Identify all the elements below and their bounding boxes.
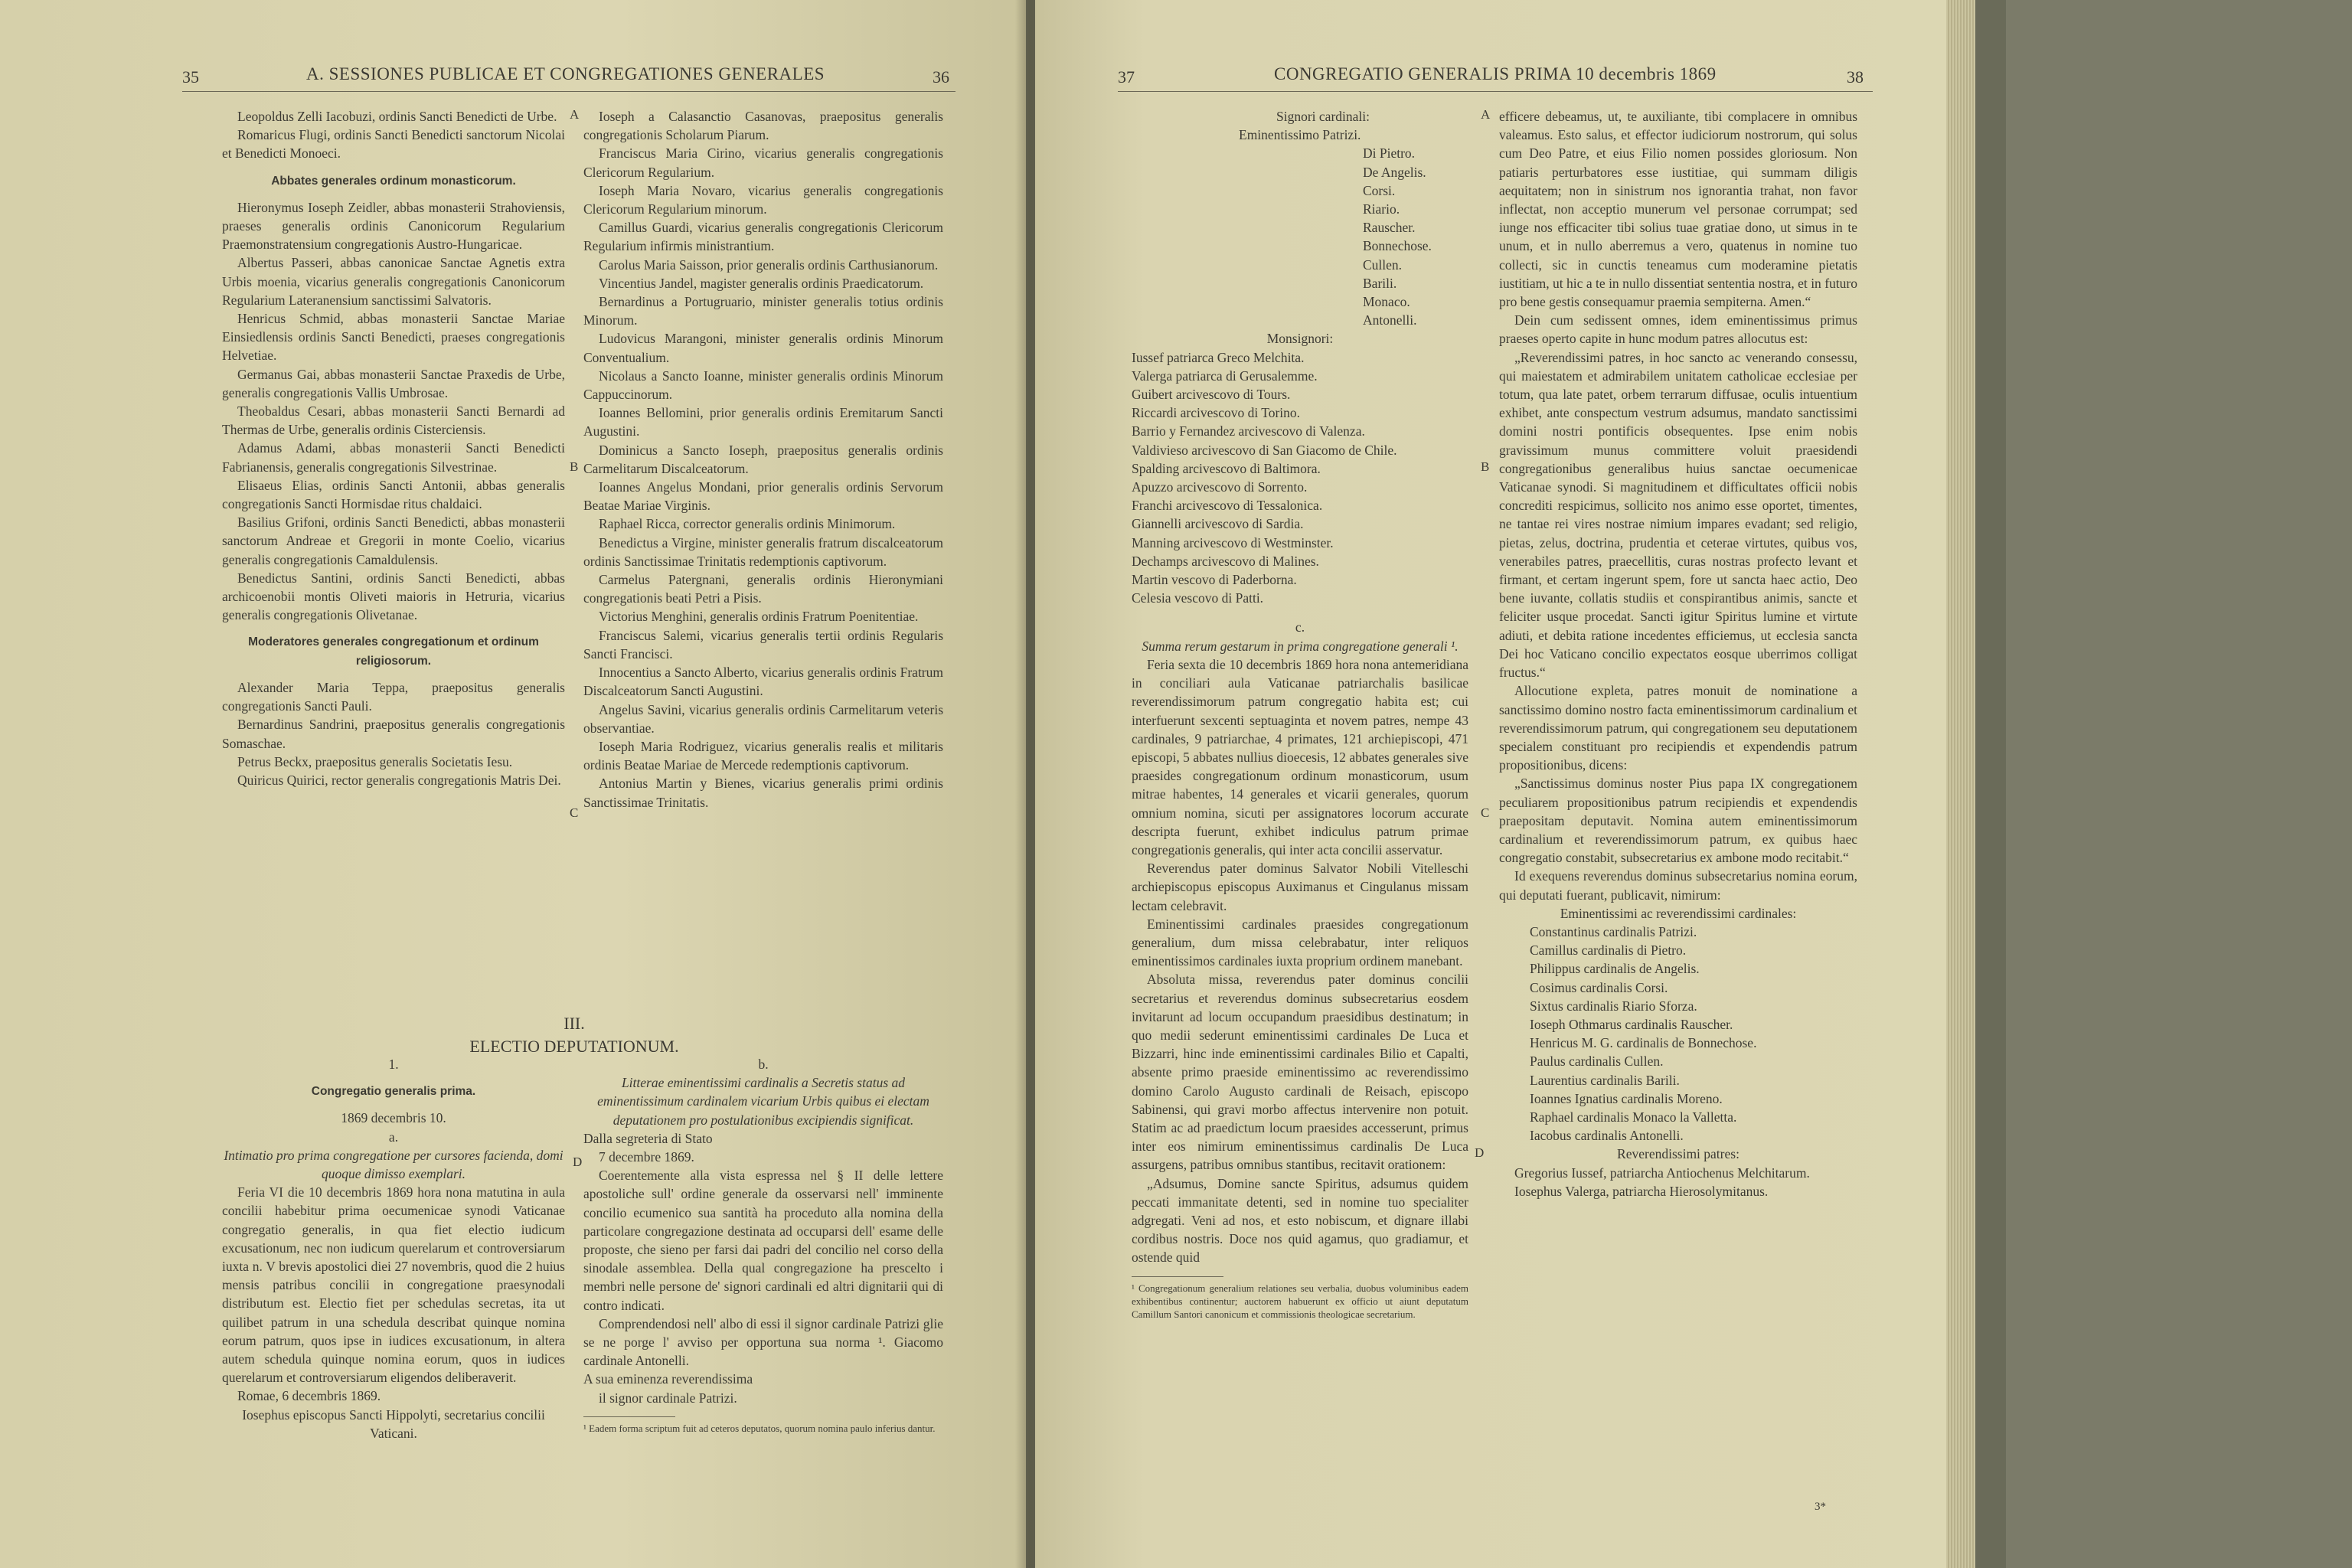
paragraph: Comprendendosi nell' albo di essi il signor cardinale Patrizi glie se ne porge l' avviso per opportuna sua norma ¹. Giacomo cardinale Antonelli. — [583, 1315, 943, 1369]
paragraph: Ioannes Bellomini, prior generalis ordinis Eremitarum Sancti Augustini. — [583, 405, 943, 439]
paragraph: Antonius Martin y Bienes, vicarius generalis primi ordinis Sanctissimae Trinitatis. — [583, 776, 943, 810]
cardinal-name: Di Pietro. — [1363, 145, 1416, 162]
cardinal-name: Cullen. — [1363, 256, 1403, 273]
paragraph: Adamus Adami, abbas monasterii Sancti Benedicti Fabrianensis, generalis congregationis Silvestrinae. — [222, 440, 565, 475]
paragraph: Absoluta missa, reverendus pater dominus concilii secretarius et reverendus dominus subsecretarius eosdem invitarunt ad locum occupandum praesidibus destinatum; in quo medii sederunt eminentissimi cardinales De Luca et Bizzarri, hinc inde eminentissimi cardinales Bilio et Capalti, absente primo praeside eminentissimo ac reverendissimo domino Carolo Augusto cardinali de Reisach, episcopo Sabinensi, qui gravi morbo affectus intervenire non potuit. Statim ac ad praedictum locum praesides accesserunt, primus inter eos nimirum eminentissimus cardinalis De Luca assurgens, patribus omnibus stantibus, recitavit orationem: — [1132, 972, 1468, 1173]
header-rule — [182, 91, 956, 92]
paragraph: Reverendissimi patres: — [1617, 1146, 1740, 1162]
paragraph: „Reverendissimi patres, in hoc sancto ac venerando consessu, qui maiestatem et admirabilem unitatem catholicae ecclesiae per totum, qua late patet, orbem terrarum diffusae, oculis intuentium exhibet, ante conspectum vestrum adsumus, mandato sanctissimi domini nostri pontificis obsequentes. Ipse enim nobis gravissimum munus committere voluit praesidendi congregationibus generalibus huius sanctae oecumenicae Vaticanae synodi. Si magnitudinem et difficultates officii nobis concrediti respicimus, sollicito nos animo esse oportet, timentes, ne tantae rei vires nostrae nimium impares evadant; sed religio, pietas, zelus, doctrina, prudentia et ceterae virtutes, quibus vos, venerabiles patres, praecellitis, curas nostras profecto levant et firmant, et certam ingerunt spem, fore ut sancta haec actio, Deo bene iuvante, collatis studiis et conspirantibus animis, sancte et feliciter usque procedat. Sancti igitur Spiritus lumine et virtute adiuti, et debita ratione incedentes efficiemus, ut ecclesia sancta Dei hoc Vaticano concilio expectatos eosque uberrimos colligat fructus.“ — [1499, 349, 1857, 681]
cardinal-name: De Angelis. — [1363, 164, 1426, 180]
cardinals-list — [1132, 144, 1468, 329]
paragraph: „Sanctissimus dominus noster Pius papa IX congregationem peculiarem propositionibus patrum recipiendis et expendendis praepositam deputavit. Nomina autem eminentissimorum cardinalium et reverendissimorum patrum, ex quibus haec congregatio constabit, subsecretarius ex ambone modo recitabit.“ — [1499, 776, 1857, 866]
monsignore-name: Giannelli arcivescovo di Sardia. — [1132, 516, 1304, 532]
paragraph: A sua eminenza reverendissima — [583, 1371, 753, 1387]
right-page-column-1 — [1132, 107, 1468, 1321]
paragraph: Iosephus Valerga, patriarcha Hierosolymitanus. — [1514, 1183, 1769, 1199]
footnote: ¹ Eadem forma scriptum fuit ad ceteros deputatos, quorum nomina paulo inferius dantur. — [583, 1422, 936, 1434]
page-number-36: 36 — [933, 67, 949, 87]
paragraph: Hieronymus Ioseph Zeidler, abbas monasterii Strahoviensis, praeses generalis ordinis Canonicorum Regularium Praemonstratensium congregationis Austro-Hungaricae. — [222, 199, 565, 253]
paragraph: Raphael Ricca, corrector generalis ordinis Minimorum. — [599, 516, 896, 532]
cardinal-name: Bonnechose. — [1363, 238, 1432, 254]
margin-marker-a: A — [570, 107, 580, 122]
running-header-left: A. SESSIONES PUBLICAE ET CONGREGATIONES GENERALES — [306, 64, 825, 83]
paragraph: Eminentissimi ac reverendissimi cardinales: — [1560, 905, 1797, 921]
book-cover — [1975, 0, 2352, 1568]
paragraph: 1869 decembris 10. — [341, 1110, 446, 1126]
section-subheading: Congregatio generalis prima. — [311, 1085, 476, 1099]
footnote-rule — [1132, 1276, 1223, 1277]
cardinal-first: Eminentissimo Patrizi. — [1239, 127, 1361, 143]
paragraph: Benedictus Santini, ordinis Sancti Benedicti, abbas archicoenobii montis Oliveti maioris in Hetruria, vicarius generalis congregationis Olivetanae. — [222, 570, 565, 623]
paragraph: Dein cum sedissent omnes, idem eminentissimus primus praeses operto capite in hunc modum patres allocutus est: — [1499, 312, 1857, 347]
margin-marker-a: A — [1481, 107, 1491, 122]
running-header-right: CONGREGATIO GENERALIS PRIMA 10 decembris 1869 — [1274, 64, 1717, 83]
paragraph: Ioannes Ignatius cardinalis Moreno. — [1530, 1090, 1723, 1106]
section-subheading: Abbates generales ordinum monasticorum. — [271, 174, 516, 188]
paragraph: Petrus Beckx, praepositus generalis Societatis Iesu. — [237, 753, 513, 769]
paragraph: Romae, 6 decembris 1869. — [237, 1388, 381, 1404]
paragraph: c. — [1295, 619, 1305, 635]
paragraph: Angelus Savini, vicarius generalis ordinis Carmelitarum veteris observantiae. — [583, 701, 943, 736]
paragraph: Paulus cardinalis Cullen. — [1530, 1054, 1664, 1070]
paragraph: Laurentius cardinalis Barili. — [1530, 1072, 1680, 1088]
paragraph: Henricus M. G. cardinalis de Bonnechose. — [1530, 1035, 1757, 1051]
monsignore-name: Franchi arcivescovo di Tessalonica. — [1132, 498, 1323, 514]
margin-marker-b: B — [570, 459, 579, 474]
paragraph: Franciscus Maria Cirino, vicarius generalis congregationis Clericorum Regularium. — [583, 145, 943, 180]
cardinals-label: Signori cardinali: — [1276, 109, 1370, 124]
paragraph: 1. — [388, 1057, 399, 1072]
paragraph: Ioseph a Calasanctio Casanovas, praepositus generalis congregationis Scholarum Piarum. — [583, 109, 943, 143]
monsignore-name: Dechamps arcivescovo di Malines. — [1132, 553, 1319, 569]
paragraph: Coerentemente alla vista espressa nel § II delle lettere apostoliche sull' ordine generale da osservarsi nell' imminente concilio ecumenico sua santità ha proceduto alla nomina della particolare congregazione destinata ad occuparsi dell' esame delle proposte, che sieno per farsi dai padri del concilio nel corso della sinodale assemblea. Della qual congregazione ha prescelto i membri nelle persone de' signori cardinali ed altri dignitarii qui di contro indicati. — [583, 1168, 943, 1313]
monsignori-list — [1132, 348, 1468, 608]
paragraph: Ioseph Othmarus cardinalis Rauscher. — [1530, 1016, 1733, 1032]
paragraph: Ioannes Angelus Mondani, prior generalis ordinis Servorum Beatae Mariae Virginis. — [583, 479, 943, 514]
paragraph: Basilius Grifoni, ordinis Sancti Benedicti, abbas monasterii sanctorum Andreae et Gregorii in monte Coelio, vicarius generalis congregationis Camaldulensis. — [222, 514, 565, 567]
monsignore-name: Barrio y Fernandez arcivescovo di Valenza. — [1132, 423, 1365, 439]
paragraph: Franciscus Salemi, vicarius generalis tertii ordinis Regularis Sancti Francisci. — [583, 627, 943, 662]
monsignore-name: Iussef patriarca Greco Melchita. — [1132, 349, 1305, 365]
page-number-37: 37 — [1118, 67, 1135, 87]
cardinal-name: Rauscher. — [1363, 220, 1416, 236]
paragraph: Camillus cardinalis di Pietro. — [1530, 942, 1687, 959]
paragraph: Carolus Maria Saisson, prior generalis ordinis Carthusianorum. — [599, 256, 939, 273]
monsignore-name: Riccardi arcivescovo di Torino. — [1132, 405, 1301, 421]
paragraph: Elisaeus Elias, ordinis Sancti Antonii, abbas generalis congregationis Sancti Hormisdae ritus chaldaici. — [222, 477, 565, 512]
paragraph: Benedictus a Virgine, minister generalis fratrum discalceatorum ordinis Sanctissimae Trinitatis redemptionis captivorum. — [583, 534, 943, 569]
paragraph: Raphael cardinalis Monaco la Valletta. — [1530, 1109, 1737, 1125]
section-number: III. — [564, 1014, 585, 1033]
left-page-column-1 — [222, 107, 565, 789]
paragraph: Carmelus Patergnani, generalis ordinis Hieronymiani congregationis beati Petri a Pisis. — [583, 572, 943, 606]
margin-marker-d: D — [1475, 1145, 1485, 1160]
paragraph: Philippus cardinalis de Angelis. — [1530, 961, 1700, 977]
paragraph: Victorius Menghini, generalis ordinis Fratrum Poenitentiae. — [599, 609, 919, 625]
left-page-column-3 — [222, 1055, 565, 1442]
paragraph: Id exequens reverendus dominus subsecretarius nomina eorum, qui deputati fuerant, publicavit, nimirum: — [1499, 868, 1857, 903]
paragraph: Dalla segreteria di Stato — [583, 1130, 713, 1146]
signature-mark: 3* — [1815, 1501, 1826, 1513]
left-page-column-4 — [583, 1055, 943, 1435]
paragraph: Leopoldus Zelli Iacobuzi, ordinis Sancti Benedicti de Urbe. — [237, 109, 557, 124]
margin-marker-c: C — [570, 805, 579, 820]
margin-marker-b: B — [1481, 459, 1490, 474]
paragraph: Innocentius a Sancto Alberto, vicarius generalis ordinis Fratrum Discalceatorum Sancti Augustini. — [583, 665, 943, 699]
margin-marker-c: C — [1481, 805, 1490, 820]
cardinal-name: Riario. — [1363, 201, 1400, 217]
monsignore-name: Spalding arcivescovo di Baltimora. — [1132, 460, 1321, 476]
paragraph: Bernardinus a Portugruario, minister generalis totius ordinis Minorum. — [583, 294, 943, 328]
paragraph: Dominicus a Sancto Ioseph, praepositus generalis ordinis Carmelitarum Discalceatorum. — [583, 442, 943, 476]
monsignore-name: Valdivieso arcivescovo di San Giacomo de Chile. — [1132, 442, 1397, 458]
paragraph: Nicolaus a Sancto Ioanne, minister generalis ordinis Minorum Cappuccinorum. — [583, 368, 943, 403]
paragraph: Ioseph Maria Rodriguez, vicarius generalis realis et militaris ordinis Beatae Mariae de Mercede redemptionis captivorum. — [583, 738, 943, 773]
paragraph: Reverendus pater dominus Salvator Nobili Vitelleschi archiepiscopus episcopus Auximanus et Cingulanus missam lectam celebravit. — [1132, 861, 1468, 913]
right-page — [1035, 0, 1946, 1568]
cardinal-name: Monaco. — [1363, 294, 1410, 310]
footnote-rule — [583, 1416, 675, 1417]
left-page — [0, 0, 1026, 1568]
paragraph: Germanus Gai, abbas monasterii Sanctae Praxedis de Urbe, generalis congregationis Vallis Umbrosae. — [222, 366, 565, 400]
paragraph: efficere debeamus, ut, te auxiliante, tibi complacere in omnibus valeamus. Esto salus, et effector iudiciorum nostrorum, qui solus cum Deo Patre, et eius Filio nomen possides gloriosum. Non patiaris perturbatores esse iustitiae, qui summam diligis aequitatem; non in sinistrum nos ignorantia trahat, non favor inflectat, non acceptio munerum vel personae corrumpat; sed iunge nos efficaciter tibi solius tuae gratiae dono, ut simus in te unum, et in nullo aberremus a vero, quatenus in nomine tuo collecti, sic in cunctis teneamus cum moderamine pietatis iustitiam, ut hic a te in nullo dissentiat sententia nostra, et in futuro pro bene gestis consequamur praemia sempiterna. Amen.“ — [1499, 109, 1857, 310]
footnote: ¹ Congregationum generalium relationes seu verbalia, duobus voluminibus eadem exhibentibus continentur; auctorem habuerunt ex officio ut aiunt deputatum Camillum Santori canonicum et commissionis theologicae secretarium. — [1132, 1282, 1468, 1320]
section-heading — [329, 1012, 819, 1058]
paragraph: Sixtus cardinalis Riario Sforza. — [1530, 998, 1697, 1014]
cardinal-name: Barili. — [1363, 275, 1397, 291]
paragraph: Henricus Schmid, abbas monasterii Sanctae Mariae Einsiedlensis ordinis Sancti Benedicti, praeses congregationis Helvetiae. — [222, 311, 565, 364]
paragraph: Feria VI die 10 decembris 1869 hora nona matutina in aula concilii habebitur prima oecumenicae synodi Vaticanae congregatio generalis, in qua fiet electio iudicum excusationum, nec non iudicum querelarum et controversiarum iuxta n. V brevis apostolici diei 27 novembris, quod die 2 huius mensis patribus concilii in congregatione praesynodali distributum est. Electio fiet per schedulas secretas, ita ut quilibet patrum in una schedula describat quinque nomina eorum patrum, quos ipse in iudices excusationum, in altera autem schedula quinque nomina eorum, quos in iudices querelarum et controversiarum eligendos deliberaverit. — [222, 1184, 565, 1386]
paragraph: Feria sexta die 10 decembris 1869 hora nona antemeridiana in conciliari aula Vaticanae patriarchalis basilicae reverendissimorum patrum congregatio habita est; cui interfuerunt sexcenti septuaginta et novem patres, nempe 43 cardinales, 9 patriarchae, 4 primates, 121 archiepiscopi, 471 episcopi, 5 abbates nullius dioecesis, 12 abbates generales sive praesides congregationum ordinum monasticorum, usum mitrae habentes, 14 generales et vicarii generales, quorum omnium nomina, sicuti per assignatores locorum accurate descripta fuerunt, exhibet indiculus patrum primae congregationis generalis, qui inter acta concilii asservatur. — [1132, 656, 1468, 858]
monsignori-label: Monsignori: — [1266, 331, 1334, 347]
paragraph: Allocutione expleta, patres monuit de nominatione a sanctissimo domino nostro facta eminentissimorum cardinalium et reverendissimorum patrum, qui congregationem seu deputationem specialem constituant pro recipiendis et expendendis patrum propositionibus, dicens: — [1499, 683, 1857, 773]
monsignore-name: Martin vescovo di Paderborna. — [1132, 572, 1297, 588]
monsignore-name: Celesia vescovo di Patti. — [1132, 590, 1264, 606]
left-page-column-2 — [583, 107, 943, 812]
cardinal-name: Corsi. — [1363, 182, 1396, 198]
right-page-column-2 — [1499, 107, 1857, 1200]
summa-rerum-text — [1132, 618, 1468, 1266]
cardinal-name: Antonelli. — [1363, 312, 1417, 328]
paragraph: Iacobus cardinalis Antonelli. — [1530, 1128, 1684, 1144]
paragraph: Summa rerum gestarum in prima congregatione generali ¹. — [1142, 638, 1459, 654]
paragraph: b. — [758, 1057, 769, 1072]
paragraph: Alexander Maria Teppa, praepositus generalis congregationis Sancti Pauli. — [222, 679, 565, 714]
margin-marker-d: D — [573, 1155, 583, 1169]
monsignore-name: Guibert arcivescovo di Tours. — [1132, 387, 1291, 403]
paragraph: Albertus Passeri, abbas canonicae Sanctae Agnetis extra Urbis moenia, vicarius generalis congregationis Canonicorum Regularium Lateranensium sanctissimi Salvatoris. — [222, 255, 565, 308]
paragraph: Bernardinus Sandrini, praepositus generalis congregationis Somaschae. — [222, 717, 565, 751]
paragraph: 7 decembre 1869. — [599, 1149, 694, 1165]
paragraph: Iosephus episcopus Sancti Hippolyti, secretarius concilii Vaticani. — [242, 1406, 545, 1441]
monsignore-name: Manning arcivescovo di Westminster. — [1132, 534, 1334, 550]
section-title: ELECTIO DEPUTATIONUM. — [469, 1037, 679, 1056]
paragraph: Cosimus cardinalis Corsi. — [1530, 979, 1668, 995]
paragraph: Camillus Guardi, vicarius generalis congregationis Clericorum Regularium infirmis ministrantium. — [583, 220, 943, 254]
monsignore-name: Valerga patriarca di Gerusalemme. — [1132, 368, 1318, 384]
paragraph: Intimatio pro prima congregatione per cursores facienda, domi quoque dimisso exemplari. — [224, 1147, 564, 1182]
paragraph: Ludovicus Marangoni, minister generalis ordinis Minorum Conventualium. — [583, 331, 943, 365]
paragraph: Eminentissimi cardinales praesides congregationum generalium, dum missa celebrabatur, inter reliquos eminentissimos cardinales iuxta proprium ordinem manebant. — [1132, 916, 1468, 969]
page-edges — [1946, 0, 1975, 1568]
page-number-38: 38 — [1847, 67, 1864, 87]
cover-shadow — [1975, 0, 2006, 1568]
paragraph: Gregorius Iussef, patriarcha Antiochenus Melchitarum. — [1514, 1165, 1810, 1181]
monsignore-name: Apuzzo arcivescovo di Sorrento. — [1132, 479, 1308, 495]
paragraph: Vincentius Jandel, magister generalis ordinis Praedicatorum. — [599, 275, 924, 291]
paragraph: Quiricus Quirici, rector generalis congregationis Matris Dei. — [237, 772, 561, 788]
paragraph: a. — [388, 1129, 399, 1145]
paragraph: Romaricus Flugi, ordinis Sancti Benedicti sanctorum Nicolai et Benedicti Monoeci. — [222, 127, 565, 162]
paragraph: „Adsumus, Domine sancte Spiritus, adsumus quidem peccati immanitate detenti, sed in nomine tuo specialiter adgregati. Veni ad nos, et esto nobiscum, et dignare illabi cordibus nostris. Doce nos quid agamus, quo gradiamur, et ostende quid — [1132, 1175, 1468, 1266]
paragraph: il signor cardinale Patrizi. — [599, 1390, 737, 1406]
paragraph: Theobaldus Cesari, abbas monasterii Sancti Bernardi ad Thermas de Urbe, generalis ordinis Cisterciensis. — [222, 403, 565, 438]
header-rule — [1118, 91, 1873, 92]
paragraph: Litterae eminentissimi cardinalis a Secretis status ad eminentissimum cardinalem vicarium Urbis quibus ei electam deputationem pro postulationibus excipiendis significat. — [597, 1075, 929, 1128]
section-subheading: Moderatores generales congregationum et ordinum religiosorum. — [248, 635, 539, 668]
paragraph: Ioseph Maria Novaro, vicarius generalis congregationis Clericorum Regularium minorum. — [583, 182, 943, 217]
page-number-35: 35 — [182, 67, 199, 87]
paragraph: Constantinus cardinalis Patrizi. — [1530, 923, 1697, 939]
